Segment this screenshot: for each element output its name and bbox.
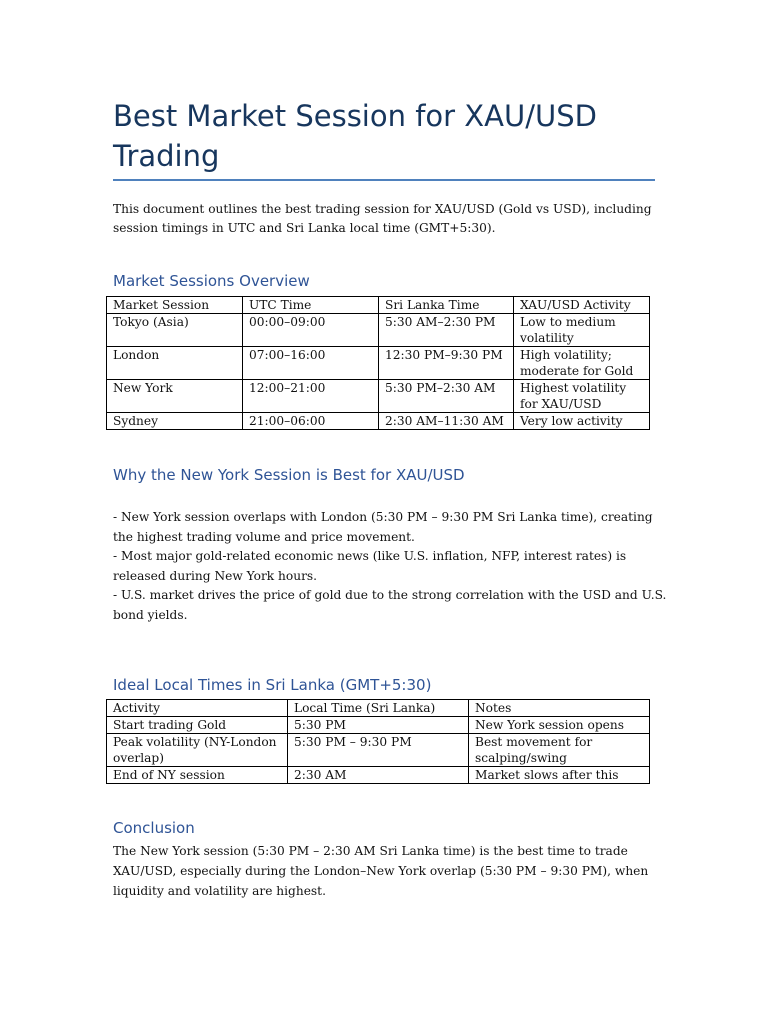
why-new-york-points: [113, 508, 673, 625]
bullet-point: - Most major gold-related economic news (like U.S. inflation, NFP, interest rates) is released during New York hours.: [113, 549, 627, 583]
why-new-york-heading: Why the New York Session is Best for XAU/USD: [113, 466, 465, 484]
conclusion-section: [113, 841, 673, 901]
table-row: [107, 413, 650, 430]
table-cell: Very low activity: [514, 413, 650, 430]
market-sessions-table: [106, 296, 650, 430]
table-cell: 12:00–21:00: [243, 380, 379, 413]
table-cell: Best movement for scalping/swing: [469, 734, 650, 767]
column-header: Sri Lanka Time: [379, 297, 514, 314]
table-row: [107, 734, 650, 767]
bullet-point: - New York session overlaps with London (5:30 PM – 9:30 PM Sri Lanka time), creating the highest trading volume and price movement.: [113, 510, 653, 544]
intro-paragraph: This document outlines the best trading session for XAU/USD (Gold vs USD), including session timings in UTC and Sri Lanka local time (GMT+5:30).: [113, 202, 652, 235]
column-header: Market Session: [107, 297, 243, 314]
bullet-point: - U.S. market drives the price of gold due to the strong correlation with the USD and U.S. bond yields.: [113, 588, 667, 622]
conclusion-heading: Conclusion: [113, 819, 195, 837]
table-cell: 2:30 AM: [288, 767, 469, 784]
table-row: [107, 347, 650, 380]
table-cell: New York session opens: [469, 717, 650, 734]
table-row: [107, 380, 650, 413]
table-cell: Tokyo (Asia): [107, 314, 243, 347]
market-sessions-heading: Market Sessions Overview: [113, 272, 310, 290]
column-header: XAU/USD Activity: [514, 297, 650, 314]
conclusion-paragraph: The New York session (5:30 PM – 2:30 AM Sri Lanka time) is the best time to trade XAU/USD, especially during the London–New York overlap (5:30 PM – 9:30 PM), when liquidity and volatility are highest.: [113, 844, 649, 898]
table-cell: 00:00–09:00: [243, 314, 379, 347]
table-cell: 21:00–06:00: [243, 413, 379, 430]
table-cell: Start trading Gold: [107, 717, 288, 734]
table-cell: 5:30 PM – 9:30 PM: [288, 734, 469, 767]
table-row: [107, 767, 650, 784]
column-header: UTC Time: [243, 297, 379, 314]
table-header-row: [107, 297, 650, 314]
table-row: [107, 717, 650, 734]
table-cell: Highest volatility for XAU/USD: [514, 380, 650, 413]
table-cell: High volatility; moderate for Gold: [514, 347, 650, 380]
table-row: [107, 314, 650, 347]
column-header: Activity: [107, 700, 288, 717]
table-cell: 2:30 AM–11:30 AM: [379, 413, 514, 430]
column-header: Local Time (Sri Lanka): [288, 700, 469, 717]
table-cell: Sydney: [107, 413, 243, 430]
table-cell: 12:30 PM–9:30 PM: [379, 347, 514, 380]
document-title: Best Market Session for XAU/USD Trading: [113, 99, 597, 173]
table-cell: Market slows after this: [469, 767, 650, 784]
table-cell: 5:30 PM–2:30 AM: [379, 380, 514, 413]
table-cell: 5:30 PM: [288, 717, 469, 734]
table-header-row: [107, 700, 650, 717]
table-cell: London: [107, 347, 243, 380]
table-cell: Peak volatility (NY-London overlap): [107, 734, 288, 767]
ideal-local-times-table: [106, 699, 650, 784]
table-cell: 07:00–16:00: [243, 347, 379, 380]
table-cell: New York: [107, 380, 243, 413]
column-header: Notes: [469, 700, 650, 717]
title-underline: [113, 179, 655, 181]
table-cell: 5:30 AM–2:30 PM: [379, 314, 514, 347]
table-cell: Low to medium volatility: [514, 314, 650, 347]
ideal-local-times-heading: Ideal Local Times in Sri Lanka (GMT+5:30): [113, 676, 432, 694]
table-cell: End of NY session: [107, 767, 288, 784]
